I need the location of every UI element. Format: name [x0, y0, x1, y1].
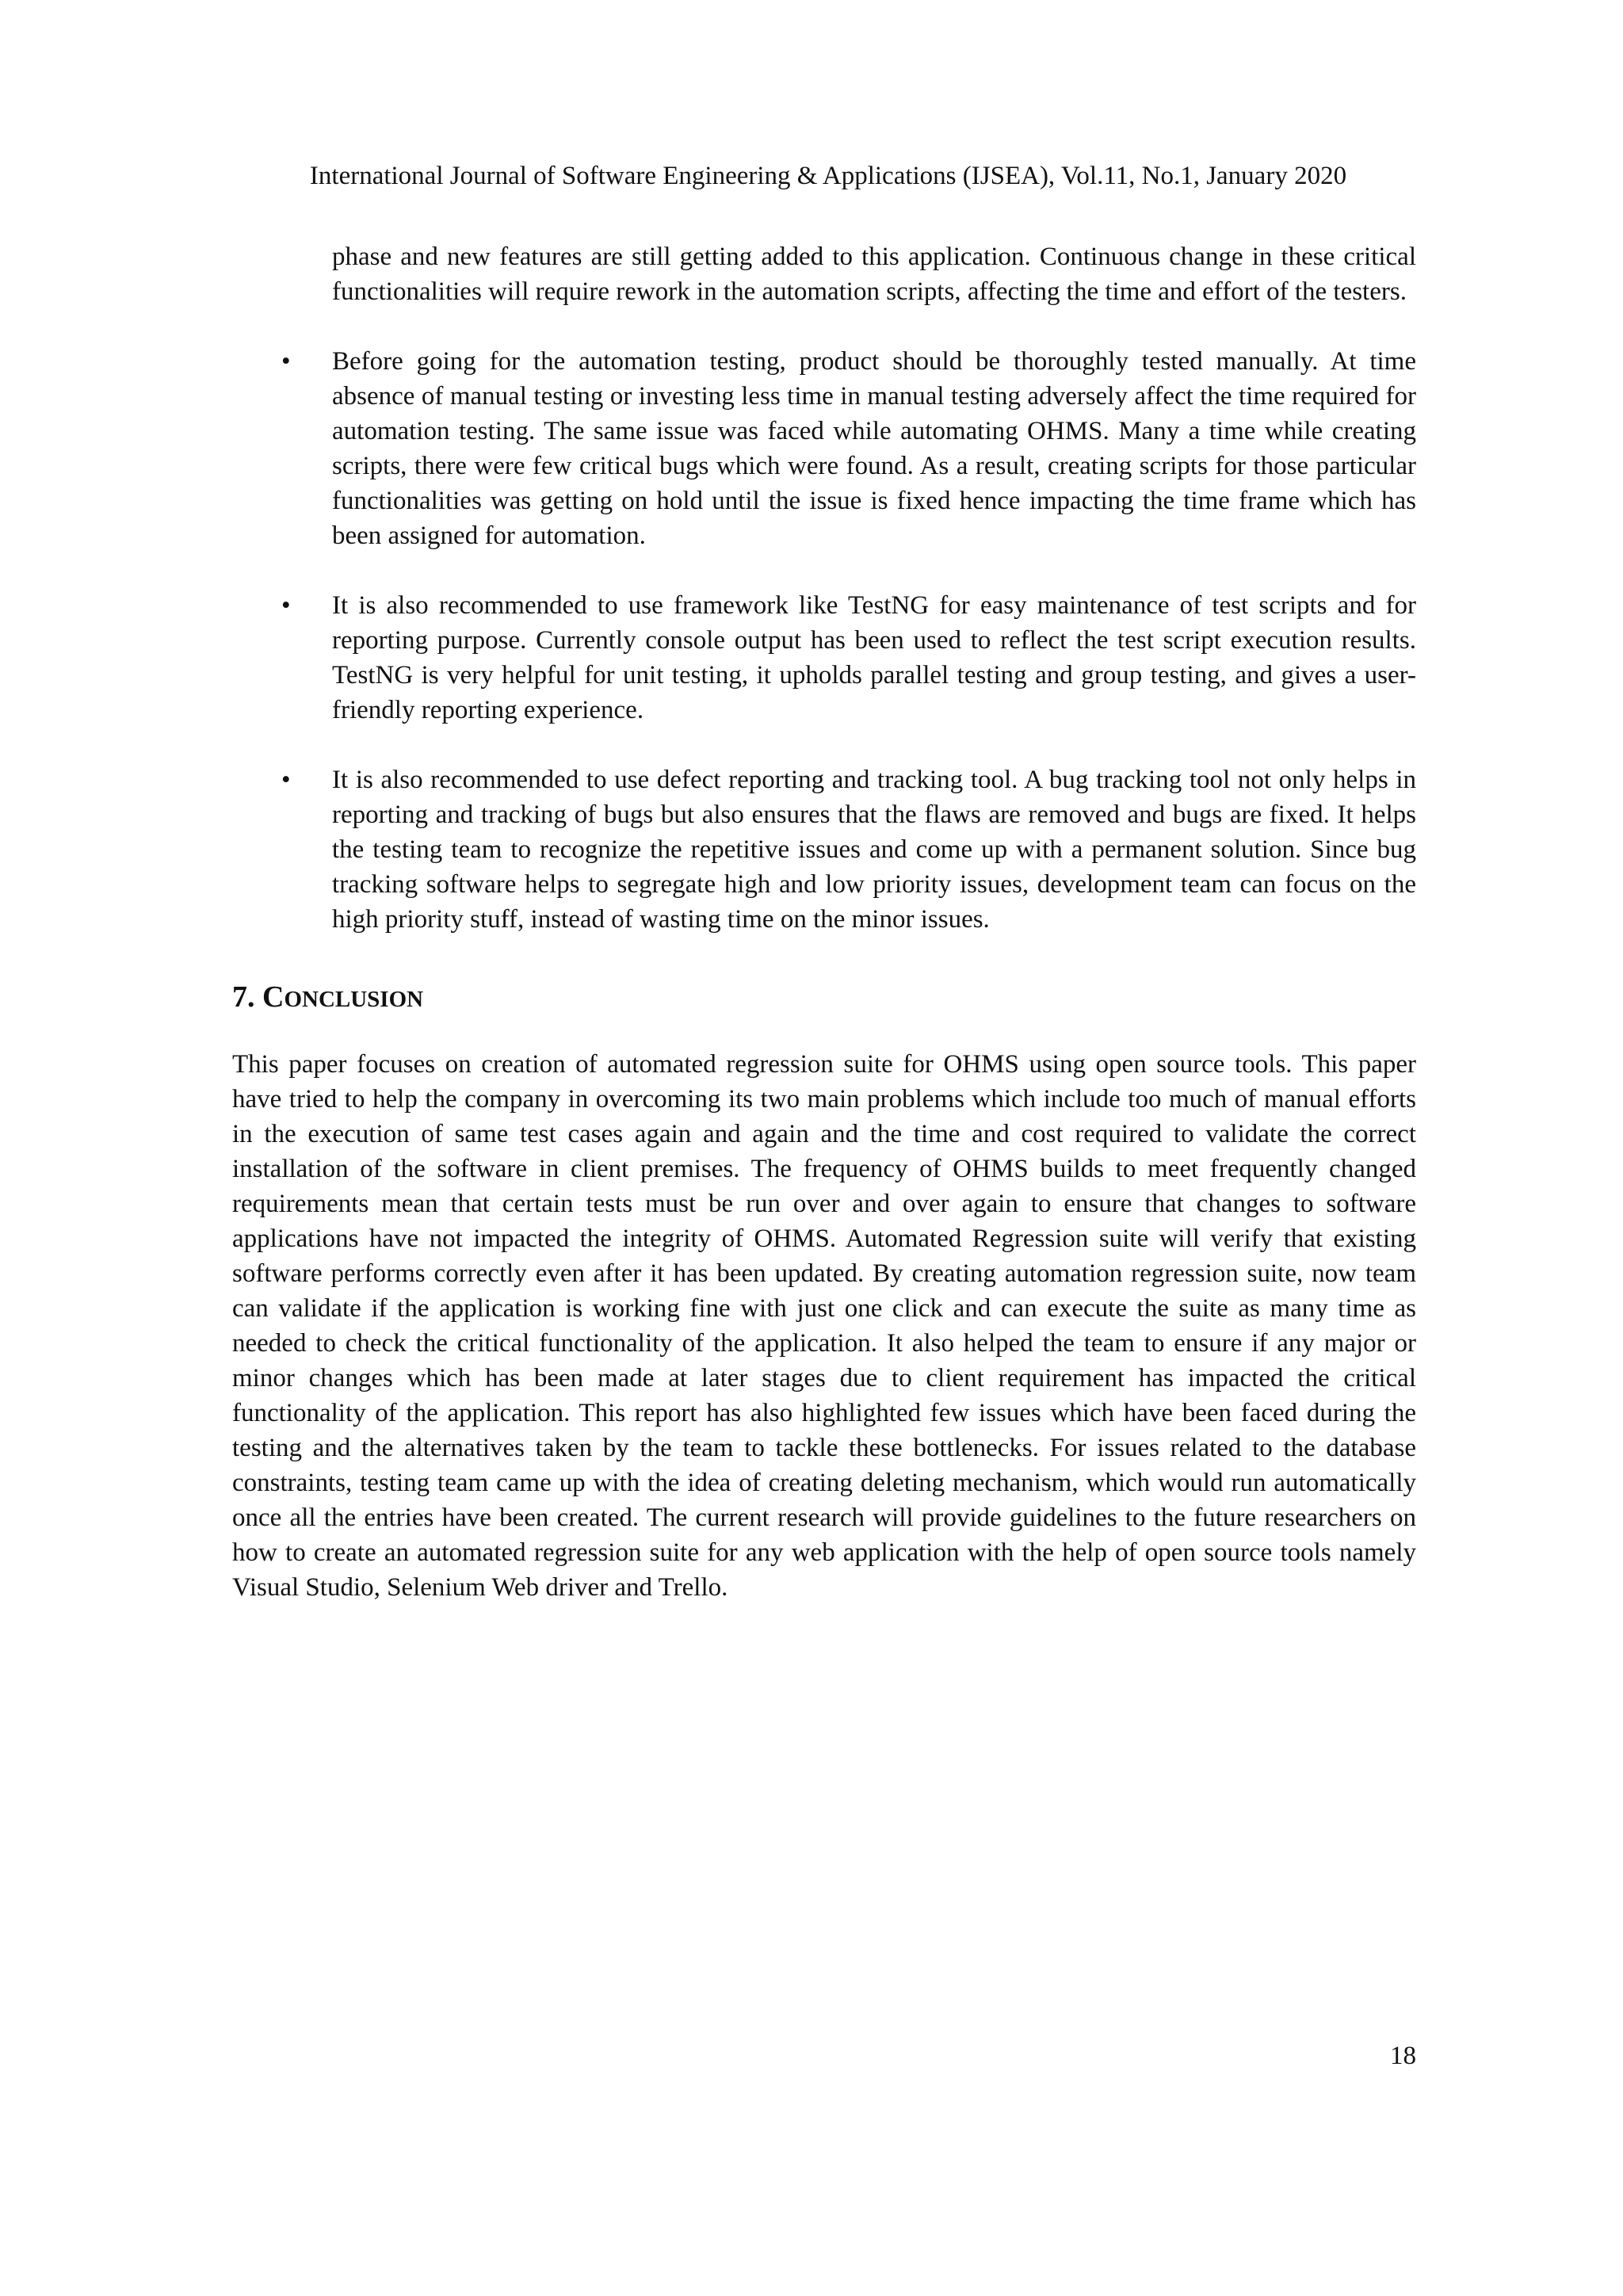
bullet-text: It is also recommended to use framework like TestNG for easy maintenance of test scripts and for reporting purpose. Currently console output has been used to reflect the test script execution results. TestNG is very helpful for unit testing, it upholds parallel testing and group testing, and gives a user-friendly reporting experience. [332, 591, 1416, 724]
continuation-paragraph: phase and new features are still getting added to this application. Continuous change in these critical functionalities will require rework in the automation scripts, affecting the time and effort of the testers. [332, 243, 1416, 306]
section-title-initial: C [262, 980, 285, 1014]
bullet-icon: • [281, 347, 291, 376]
bullet-item-manual-testing [232, 344, 1416, 553]
page-number: 18 [1390, 2042, 1416, 2070]
section-heading-conclusion [232, 978, 1416, 1018]
conclusion-paragraph: This paper focuses on creation of automated regression suite for OHMS using open source tools. This paper have tried to help the company in overcoming its two main problems which include too much of manual efforts in the execution of same test cases again and again and the time and cost required to validate the correct installation of the software in client premises. The frequency of OHMS builds to meet frequently changed requirements mean that certain tests must be run over and over again to ensure that changes to software applications have not impacted the integrity of OHMS. Automated Regression suite will verify that existing software performs correctly even after it has been updated. By creating automation regression suite, now team can validate if the application is working fine with just one click and can execute the suite as many time as needed to check the critical functionality of the application. It also helped the team to ensure if any major or minor changes which has been made at later stages due to client requirement has impacted the critical functionality of the application. This report has also highlighted few issues which have been faced during the testing and the alternatives taken by the team to tackle these bottlenecks. For issues related to the database constraints, testing team came up with the idea of creating deleting mechanism, which would run automatically once all the entries have been created. The current research will provide guidelines to the future researchers on how to create an automated regression suite for any web application with the help of open source tools namely Visual Studio, Selenium Web driver and Trello. [232, 1050, 1416, 1602]
bullet-icon: • [281, 766, 291, 794]
bullet-item-bug-tracking [232, 762, 1416, 937]
page-content [232, 239, 1416, 1605]
journal-header: International Journal of Software Engineering & Applications (IJSEA), Vol.11, No.1, January 2020 [309, 162, 1347, 190]
section-number: 7. [232, 980, 255, 1014]
bullet-item-testng [232, 588, 1416, 728]
bullet-text: It is also recommended to use defect reporting and tracking tool. A bug tracking tool not only helps in reporting and tracking of bugs but also ensures that the flaws are removed and bugs are fixed. It helps the testing team to recognize the repetitive issues and come up with a permanent solution. Since bug tracking software helps to segregate high and low priority issues, development team can focus on the high priority stuff, instead of wasting time on the minor issues. [332, 766, 1416, 934]
bullet-text: Before going for the automation testing, product should be thoroughly tested manually. At time absence of manual testing or investing less time in manual testing adversely affect the time required for automation testing. The same issue was faced while automating OHMS. Many a time while creating scripts, there were few critical bugs which were found. As a result, creating scripts for those particular functionalities was getting on hold until the issue is fixed hence impacting the time frame which has been assigned for automation. [332, 347, 1416, 550]
bullet-icon: • [281, 591, 291, 620]
section-title-rest: ONCLUSION [284, 987, 424, 1012]
